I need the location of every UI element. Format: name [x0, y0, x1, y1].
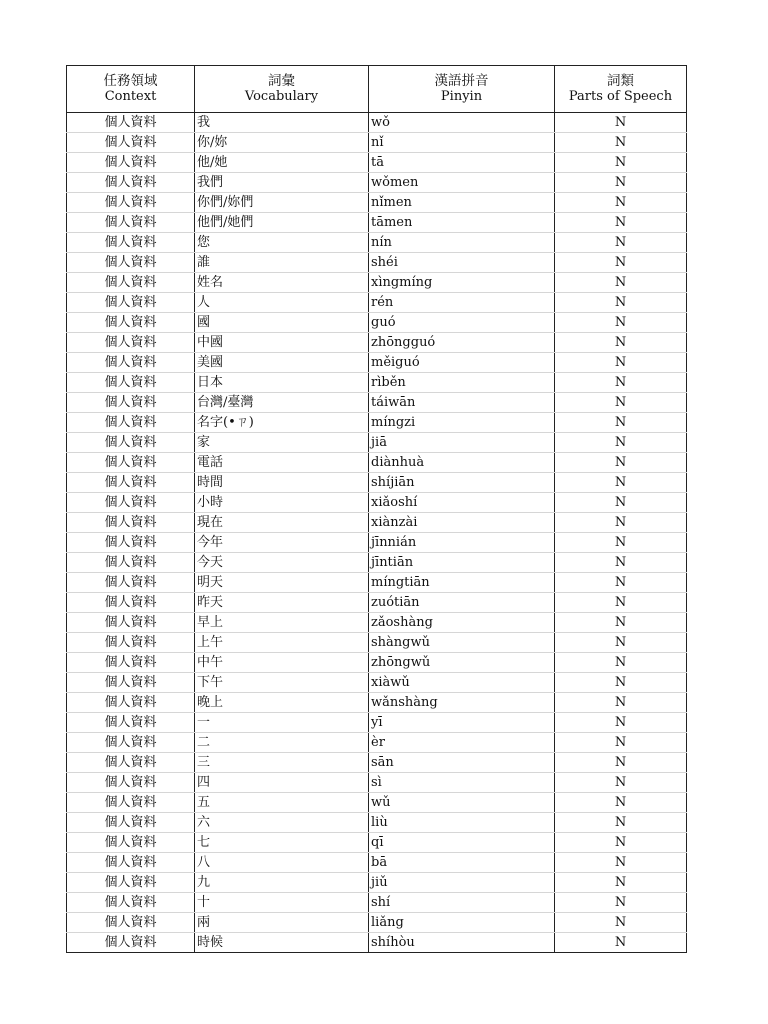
part-of-speech-cell: N — [555, 713, 687, 733]
pinyin-cell: bā — [369, 853, 555, 873]
context-cell: 個人資料 — [67, 253, 195, 273]
context-cell: 個人資料 — [67, 573, 195, 593]
pinyin-cell: èr — [369, 733, 555, 753]
context-cell: 個人資料 — [67, 273, 195, 293]
part-of-speech-cell: N — [555, 273, 687, 293]
context-cell: 個人資料 — [67, 693, 195, 713]
part-of-speech-cell: N — [555, 253, 687, 273]
pinyin-cell: nǐ — [369, 133, 555, 153]
context-cell: 個人資料 — [67, 133, 195, 153]
context-cell: 個人資料 — [67, 593, 195, 613]
vocabulary-cell: 美國 — [195, 353, 369, 373]
table-row — [67, 833, 687, 853]
context-cell: 個人資料 — [67, 673, 195, 693]
vocabulary-cell: 六 — [195, 813, 369, 833]
table-row — [67, 593, 687, 613]
table-row — [67, 133, 687, 153]
vocabulary-cell: 明天 — [195, 573, 369, 593]
table-row — [67, 673, 687, 693]
vocabulary-cell: 時間 — [195, 473, 369, 493]
part-of-speech-cell: N — [555, 353, 687, 373]
vocabulary-cell: 人 — [195, 293, 369, 313]
pinyin-cell: rén — [369, 293, 555, 313]
context-cell: 個人資料 — [67, 493, 195, 513]
table-row — [67, 113, 687, 133]
table-row — [67, 213, 687, 233]
context-cell: 個人資料 — [67, 773, 195, 793]
vocabulary-cell: 七 — [195, 833, 369, 853]
part-of-speech-cell: N — [555, 693, 687, 713]
part-of-speech-cell: N — [555, 373, 687, 393]
table-row — [67, 313, 687, 333]
header-pinyin — [369, 66, 555, 113]
context-cell: 個人資料 — [67, 453, 195, 473]
table-row — [67, 233, 687, 253]
table-row — [67, 153, 687, 173]
table-row — [67, 553, 687, 573]
header-context-zh: 任務領域 — [103, 73, 158, 89]
vocabulary-cell: 小時 — [195, 493, 369, 513]
header-vocabulary-en: Vocabulary — [244, 89, 319, 104]
part-of-speech-cell: N — [555, 173, 687, 193]
table-row — [67, 573, 687, 593]
part-of-speech-cell: N — [555, 233, 687, 253]
vocabulary-cell: 一 — [195, 713, 369, 733]
header-pos-en: Parts of Speech — [568, 89, 673, 104]
part-of-speech-cell: N — [555, 673, 687, 693]
pinyin-cell: jīntiān — [369, 553, 555, 573]
pinyin-cell: xiǎoshí — [369, 493, 555, 513]
header-pinyin-zh: 漢語拼音 — [434, 73, 489, 89]
pinyin-cell: shéi — [369, 253, 555, 273]
part-of-speech-cell: N — [555, 853, 687, 873]
table-row — [67, 893, 687, 913]
vocabulary-cell: 四 — [195, 773, 369, 793]
context-cell: 個人資料 — [67, 873, 195, 893]
vocabulary-cell: 名字(•ㄗ) — [195, 413, 369, 433]
part-of-speech-cell: N — [555, 453, 687, 473]
table-row — [67, 713, 687, 733]
context-cell: 個人資料 — [67, 293, 195, 313]
table-row — [67, 493, 687, 513]
part-of-speech-cell: N — [555, 793, 687, 813]
header-context — [67, 66, 195, 113]
pinyin-cell: zhōngguó — [369, 333, 555, 353]
header-pinyin-en: Pinyin — [440, 89, 483, 104]
pinyin-cell: shí — [369, 893, 555, 913]
vocabulary-cell: 台灣/臺灣 — [195, 393, 369, 413]
vocabulary-cell: 五 — [195, 793, 369, 813]
part-of-speech-cell: N — [555, 933, 687, 953]
table-row — [67, 173, 687, 193]
context-cell: 個人資料 — [67, 793, 195, 813]
table-row — [67, 873, 687, 893]
context-cell: 個人資料 — [67, 173, 195, 193]
vocabulary-table — [66, 65, 687, 953]
context-cell: 個人資料 — [67, 913, 195, 933]
pinyin-cell: xiànzài — [369, 513, 555, 533]
context-cell: 個人資料 — [67, 413, 195, 433]
vocabulary-cell: 日本 — [195, 373, 369, 393]
vocabulary-cell: 國 — [195, 313, 369, 333]
part-of-speech-cell: N — [555, 733, 687, 753]
table-row — [67, 253, 687, 273]
part-of-speech-cell: N — [555, 573, 687, 593]
part-of-speech-cell: N — [555, 913, 687, 933]
context-cell: 個人資料 — [67, 633, 195, 653]
part-of-speech-cell: N — [555, 813, 687, 833]
pinyin-cell: liù — [369, 813, 555, 833]
vocabulary-cell: 誰 — [195, 253, 369, 273]
vocabulary-cell: 您 — [195, 233, 369, 253]
pinyin-cell: zuótiān — [369, 593, 555, 613]
context-cell: 個人資料 — [67, 513, 195, 533]
part-of-speech-cell: N — [555, 653, 687, 673]
pinyin-cell: wǒmen — [369, 173, 555, 193]
table-row — [67, 273, 687, 293]
context-cell: 個人資料 — [67, 533, 195, 553]
table-body — [67, 113, 687, 953]
part-of-speech-cell: N — [555, 833, 687, 853]
context-cell: 個人資料 — [67, 393, 195, 413]
pinyin-cell: shíjiān — [369, 473, 555, 493]
table-row — [67, 653, 687, 673]
header-pos-zh: 詞類 — [607, 73, 634, 89]
context-cell: 個人資料 — [67, 333, 195, 353]
context-cell: 個人資料 — [67, 613, 195, 633]
vocabulary-cell: 他/她 — [195, 153, 369, 173]
vocabulary-cell: 家 — [195, 433, 369, 453]
vocabulary-cell: 電話 — [195, 453, 369, 473]
part-of-speech-cell: N — [555, 213, 687, 233]
vocabulary-cell: 今年 — [195, 533, 369, 553]
table-row — [67, 473, 687, 493]
pinyin-cell: jīnnián — [369, 533, 555, 553]
vocabulary-cell: 九 — [195, 873, 369, 893]
part-of-speech-cell: N — [555, 133, 687, 153]
vocabulary-cell: 你們/妳們 — [195, 193, 369, 213]
pinyin-cell: wǎnshàng — [369, 693, 555, 713]
context-cell: 個人資料 — [67, 553, 195, 573]
part-of-speech-cell: N — [555, 513, 687, 533]
part-of-speech-cell: N — [555, 773, 687, 793]
pinyin-cell: shíhòu — [369, 933, 555, 953]
pinyin-cell: diànhuà — [369, 453, 555, 473]
part-of-speech-cell: N — [555, 553, 687, 573]
table-row — [67, 913, 687, 933]
pinyin-cell: qī — [369, 833, 555, 853]
vocabulary-cell: 中午 — [195, 653, 369, 673]
context-cell: 個人資料 — [67, 713, 195, 733]
vocabulary-cell: 中國 — [195, 333, 369, 353]
pinyin-cell: liǎng — [369, 913, 555, 933]
context-cell: 個人資料 — [67, 193, 195, 213]
table-row — [67, 933, 687, 953]
table-row — [67, 613, 687, 633]
pinyin-cell: wǒ — [369, 113, 555, 133]
table-row — [67, 693, 687, 713]
table-row — [67, 353, 687, 373]
pinyin-cell: míngzi — [369, 413, 555, 433]
table-row — [67, 773, 687, 793]
pinyin-cell: jiā — [369, 433, 555, 453]
pinyin-cell: xiàwǔ — [369, 673, 555, 693]
header-vocabulary — [195, 66, 369, 113]
pinyin-cell: tā — [369, 153, 555, 173]
table-row — [67, 533, 687, 553]
pinyin-cell: nǐmen — [369, 193, 555, 213]
pinyin-cell: zhōngwǔ — [369, 653, 555, 673]
pinyin-cell: guó — [369, 313, 555, 333]
part-of-speech-cell: N — [555, 593, 687, 613]
context-cell: 個人資料 — [67, 473, 195, 493]
context-cell: 個人資料 — [67, 933, 195, 953]
table-row — [67, 633, 687, 653]
context-cell: 個人資料 — [67, 373, 195, 393]
part-of-speech-cell: N — [555, 753, 687, 773]
table-row — [67, 513, 687, 533]
pinyin-cell: táiwān — [369, 393, 555, 413]
part-of-speech-cell: N — [555, 533, 687, 553]
header-context-en: Context — [104, 89, 157, 104]
table-row — [67, 433, 687, 453]
context-cell: 個人資料 — [67, 753, 195, 773]
part-of-speech-cell: N — [555, 113, 687, 133]
table-row — [67, 333, 687, 353]
table-row — [67, 393, 687, 413]
part-of-speech-cell: N — [555, 293, 687, 313]
part-of-speech-cell: N — [555, 873, 687, 893]
vocabulary-cell: 我 — [195, 113, 369, 133]
pinyin-cell: yī — [369, 713, 555, 733]
pinyin-cell: rìběn — [369, 373, 555, 393]
table-row — [67, 413, 687, 433]
part-of-speech-cell: N — [555, 633, 687, 653]
vocabulary-cell: 我們 — [195, 173, 369, 193]
table-row — [67, 293, 687, 313]
header-row — [67, 66, 687, 113]
part-of-speech-cell: N — [555, 413, 687, 433]
table-header — [67, 66, 687, 113]
part-of-speech-cell: N — [555, 333, 687, 353]
pinyin-cell: nín — [369, 233, 555, 253]
part-of-speech-cell: N — [555, 893, 687, 913]
context-cell: 個人資料 — [67, 153, 195, 173]
context-cell: 個人資料 — [67, 353, 195, 373]
vocabulary-cell: 昨天 — [195, 593, 369, 613]
context-cell: 個人資料 — [67, 213, 195, 233]
vocabulary-cell: 上午 — [195, 633, 369, 653]
pinyin-cell: shàngwǔ — [369, 633, 555, 653]
part-of-speech-cell: N — [555, 153, 687, 173]
pinyin-cell: sān — [369, 753, 555, 773]
table-row — [67, 753, 687, 773]
pinyin-cell: zǎoshàng — [369, 613, 555, 633]
pinyin-cell: míngtiān — [369, 573, 555, 593]
vocabulary-cell: 姓名 — [195, 273, 369, 293]
pinyin-cell: sì — [369, 773, 555, 793]
pinyin-cell: měiguó — [369, 353, 555, 373]
vocabulary-cell: 時候 — [195, 933, 369, 953]
context-cell: 個人資料 — [67, 113, 195, 133]
pinyin-cell: tāmen — [369, 213, 555, 233]
vocabulary-cell: 八 — [195, 853, 369, 873]
context-cell: 個人資料 — [67, 893, 195, 913]
table-row — [67, 193, 687, 213]
context-cell: 個人資料 — [67, 813, 195, 833]
part-of-speech-cell: N — [555, 473, 687, 493]
part-of-speech-cell: N — [555, 613, 687, 633]
context-cell: 個人資料 — [67, 433, 195, 453]
part-of-speech-cell: N — [555, 433, 687, 453]
pinyin-cell: wǔ — [369, 793, 555, 813]
part-of-speech-cell: N — [555, 493, 687, 513]
vocabulary-cell: 下午 — [195, 673, 369, 693]
vocabulary-cell: 他們/她們 — [195, 213, 369, 233]
context-cell: 個人資料 — [67, 733, 195, 753]
context-cell: 個人資料 — [67, 653, 195, 673]
part-of-speech-cell: N — [555, 393, 687, 413]
pinyin-cell: xìngmíng — [369, 273, 555, 293]
header-parts-of-speech — [555, 66, 687, 113]
vocabulary-cell: 晚上 — [195, 693, 369, 713]
part-of-speech-cell: N — [555, 313, 687, 333]
vocabulary-cell: 早上 — [195, 613, 369, 633]
vocabulary-cell: 今天 — [195, 553, 369, 573]
vocabulary-cell: 三 — [195, 753, 369, 773]
table-row — [67, 733, 687, 753]
vocabulary-cell: 二 — [195, 733, 369, 753]
vocabulary-cell: 現在 — [195, 513, 369, 533]
pinyin-cell: jiǔ — [369, 873, 555, 893]
table-row — [67, 793, 687, 813]
part-of-speech-cell: N — [555, 193, 687, 213]
table-row — [67, 453, 687, 473]
context-cell: 個人資料 — [67, 833, 195, 853]
header-vocabulary-zh: 詞彙 — [268, 73, 295, 89]
vocabulary-cell: 兩 — [195, 913, 369, 933]
table-row — [67, 373, 687, 393]
context-cell: 個人資料 — [67, 313, 195, 333]
table-row — [67, 853, 687, 873]
table-row — [67, 813, 687, 833]
vocabulary-cell: 你/妳 — [195, 133, 369, 153]
vocabulary-cell: 十 — [195, 893, 369, 913]
context-cell: 個人資料 — [67, 233, 195, 253]
context-cell: 個人資料 — [67, 853, 195, 873]
